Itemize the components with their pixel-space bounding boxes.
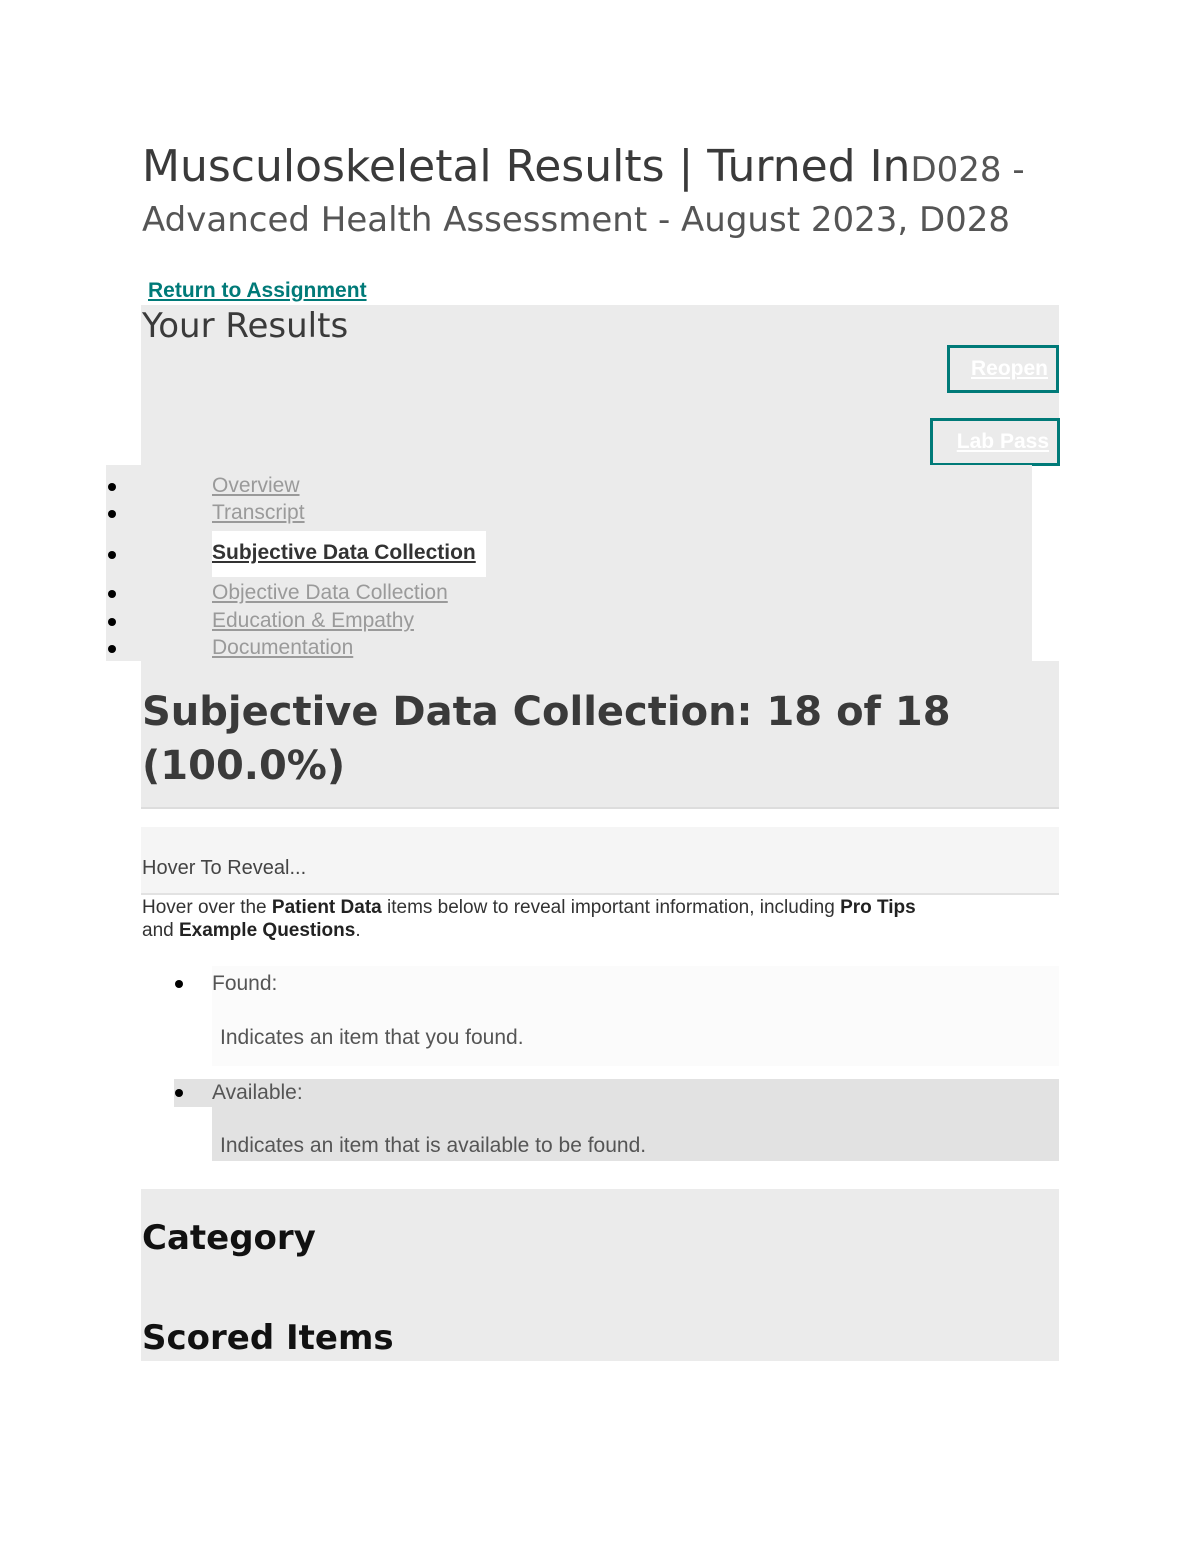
hover-desc-bold: Patient Data: [271, 897, 382, 918]
bullet-icon: [108, 590, 116, 598]
tab-label[interactable]: Objective Data Collection: [212, 581, 448, 604]
tab-label[interactable]: Subjective Data Collection: [212, 531, 486, 577]
hover-desc-bold: Pro Tips: [840, 897, 916, 918]
bullet-icon: [175, 980, 183, 988]
hover-desc-bold: Example Questions: [178, 920, 356, 941]
bullet-icon: [108, 551, 116, 559]
legend-available-text: Indicates an item that is available to be found.: [220, 1134, 647, 1157]
tab-label[interactable]: Transcript: [212, 501, 305, 524]
bullet-icon: [108, 645, 116, 653]
legend-found-text: Indicates an item that you found.: [220, 1026, 524, 1049]
section-title: Subjective Data Collection: 18 of 18 (100.0%): [142, 689, 951, 789]
hover-desc-text: items below to reveal important information, including: [381, 897, 841, 918]
course-name: D028 - Advanced Health Assessment - August 2023, D028: [142, 150, 1025, 240]
bullet-icon: [108, 618, 116, 626]
legend-found-panel: [212, 966, 1059, 1066]
bullet-icon: [108, 483, 116, 491]
hover-description: [142, 896, 942, 942]
tab-education-empathy[interactable]: [106, 609, 1032, 635]
hover-desc-text: and: [142, 920, 179, 941]
bullet-icon: [108, 510, 116, 518]
return-to-assignment-link[interactable]: Return to Assignment: [148, 279, 367, 302]
tab-subjective-data-collection[interactable]: [106, 542, 1032, 568]
reopen-button[interactable]: Reopen: [947, 345, 1059, 393]
results-title: Your Results: [142, 306, 349, 346]
tab-documentation[interactable]: [106, 636, 1032, 662]
category-title: Category: [142, 1218, 316, 1258]
tab-objective-data-collection[interactable]: [106, 581, 1032, 607]
hover-desc-text: .: [355, 920, 361, 941]
page-title: [142, 142, 1072, 242]
tab-overview[interactable]: [106, 474, 1032, 500]
hover-desc-text: Hover over the: [142, 897, 272, 918]
tab-label[interactable]: Education & Empathy: [212, 609, 414, 632]
hover-title: Hover To Reveal...: [142, 857, 307, 879]
tab-transcript[interactable]: [106, 501, 1032, 527]
legend-found-label: Found:: [212, 972, 278, 995]
bullet-icon: [175, 1089, 183, 1097]
scored-items-title: Scored Items: [142, 1318, 394, 1358]
tab-label[interactable]: Overview: [212, 474, 300, 497]
tab-label[interactable]: Documentation: [212, 636, 354, 659]
lab-pass-button[interactable]: Lab Pass: [930, 418, 1060, 466]
legend-available-label: Available:: [212, 1081, 303, 1104]
page-title-text: Musculoskeletal Results | Turned In: [142, 141, 911, 192]
